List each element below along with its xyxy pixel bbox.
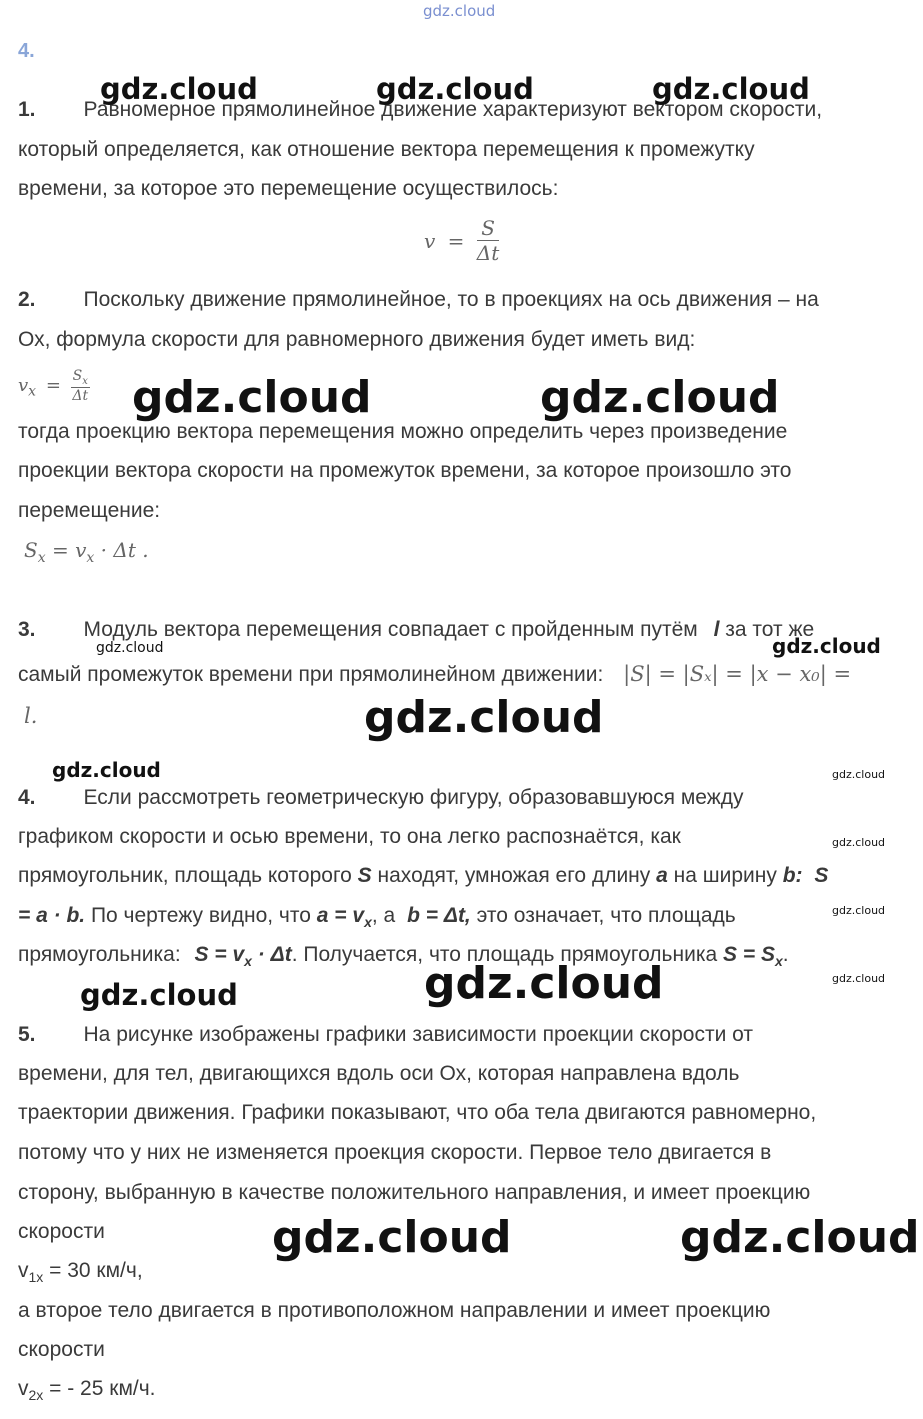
p4-l4c: a = v xyxy=(316,904,365,927)
watermark: gdz.cloud xyxy=(832,904,886,917)
watermark: gdz.cloud xyxy=(772,634,881,658)
p1-line2: который определяется, как отношение вектора перемещения к промежутку xyxy=(18,138,755,161)
formula-v: v xyxy=(424,228,436,253)
p2-line3: тогда проекцию вектора перемещения можно определить через произведение xyxy=(18,420,788,443)
p4-l5a: прямоугольника: xyxy=(18,943,181,966)
p5-line3: траектории движения. Графики показывают, что оба тела двигаются равномерно, xyxy=(18,1101,817,1124)
f1-sub: x xyxy=(28,383,37,400)
p4-l3e: на ширину xyxy=(673,864,777,887)
p2-line1 xyxy=(18,286,819,314)
p3-number: 3. xyxy=(18,618,36,641)
p4-line3 xyxy=(18,862,828,890)
watermark: gdz.cloud xyxy=(540,372,780,423)
watermark: gdz.cloud xyxy=(832,836,886,849)
p4-l5f: . xyxy=(782,943,789,966)
p4-line5 xyxy=(18,941,789,975)
f1-v: v xyxy=(18,374,29,396)
p4-l4a: = a · b. xyxy=(18,904,86,927)
site-header-link[interactable]: gdz.cloud xyxy=(423,2,496,20)
watermark: gdz.cloud xyxy=(832,972,886,985)
p5-line7: а второе тело двигается в противоположном направлении и имеет проекцию xyxy=(18,1299,771,1322)
p4-l3d: a xyxy=(656,864,668,887)
f1-num-sub: x xyxy=(82,375,88,387)
p5-line2: времени, для тел, двигающихся вдоль оси Ох, которая направлена вдоль xyxy=(18,1062,740,1085)
f2-sub: x xyxy=(37,550,46,566)
p3-text1-end: за тот же xyxy=(725,618,815,641)
watermark: gdz.cloud xyxy=(96,640,164,656)
formula-num: S xyxy=(477,216,499,241)
p5-v2 xyxy=(18,1375,156,1409)
p4-l4f: это означает, что площадь xyxy=(476,904,736,927)
p5-line6: скорости xyxy=(18,1220,105,1243)
p5-line1 xyxy=(18,1021,753,1049)
p3-line3: l. xyxy=(24,704,38,728)
p5-v1-sub: 1x xyxy=(28,1269,44,1286)
p4-l4e: b = Δt, xyxy=(407,904,471,927)
p4-l5c: · Δt xyxy=(257,943,292,966)
p5-v1-symbol: v xyxy=(18,1259,29,1282)
p1-formula xyxy=(424,216,499,265)
f1-eq: = xyxy=(45,374,61,396)
p4-l3c: находят, умножая его длину xyxy=(377,864,651,887)
p3-var-l: l xyxy=(713,618,720,641)
watermark: gdz.cloud xyxy=(80,978,238,1012)
f2-s: S xyxy=(24,538,38,562)
p3-text2: самый промежуток времени при прямолинейном движении: xyxy=(18,663,604,686)
p3-line2 xyxy=(18,660,851,689)
p1-number: 1. xyxy=(18,98,36,121)
p4-text1: Если рассмотреть геометрическую фигуру, образовавшуюся между xyxy=(83,786,744,809)
p2-formula1 xyxy=(18,368,90,404)
p4-l5e: S = S xyxy=(723,943,775,966)
formula-den: Δt xyxy=(476,241,500,265)
p4-l5b: S = v xyxy=(194,943,245,966)
p5-number: 5. xyxy=(18,1023,36,1046)
f2-sub2: x xyxy=(86,550,95,566)
p4-l5b-sub: x xyxy=(244,953,252,970)
f2-end: · Δt . xyxy=(94,538,149,562)
p4-l4c-sub: x xyxy=(364,914,372,931)
watermark: gdz.cloud xyxy=(424,958,664,1009)
p5-text1: На рисунке изображены графики зависимости проекции скорости от xyxy=(83,1023,753,1046)
section-number: 4. xyxy=(18,40,35,62)
watermark: gdz.cloud xyxy=(364,692,604,743)
watermark: gdz.cloud xyxy=(832,768,886,781)
p5-v2-value: = - 25 км/ч. xyxy=(43,1377,156,1400)
p5-line4: потому что у них не изменяется проекция скорости. Первое тело двигается в xyxy=(18,1141,772,1164)
p2-line5: перемещение: xyxy=(18,499,161,522)
p5-v1 xyxy=(18,1257,143,1291)
watermark: gdz.cloud xyxy=(132,372,372,423)
watermark: gdz.cloud xyxy=(680,1212,920,1263)
f1-den: Δt xyxy=(72,387,89,404)
p4-number: 4. xyxy=(18,786,36,809)
f1-num: S xyxy=(72,368,83,384)
p2-text1: Поскольку движение прямолинейное, то в проекциях на ось движения – на xyxy=(83,288,819,311)
p2-line4: проекции вектора скорости на промежуток времени, за которое произошло это xyxy=(18,459,792,482)
watermark: gdz.cloud xyxy=(272,1212,512,1263)
p2-line2: Ох, формула скорости для равномерного движения будет иметь вид: xyxy=(18,328,696,351)
p2-formula2 xyxy=(24,538,149,566)
p5-v2-sub: 2x xyxy=(28,1387,44,1404)
p4-l3a: прямоугольник, площадь которого xyxy=(18,864,352,887)
p1-line3: времени, за которое это перемещение осуществилось: xyxy=(18,177,559,200)
p1-text1: Равномерное прямолинейное движение характеризуют вектором скорости, xyxy=(83,98,823,121)
p5-line5: сторону, выбранную в качестве положительного направления, и имеет проекцию xyxy=(18,1181,811,1204)
p3-text1: Модуль вектора перемещения совпадает с пройденным путём xyxy=(83,618,698,641)
p4-l3g: S xyxy=(814,864,829,887)
p4-line2: графиком скорости и осью времени, то она легко распознаётся, как xyxy=(18,825,681,848)
p4-l5d: . Получается, что площадь прямоугольника xyxy=(291,943,718,966)
p4-l3b: S xyxy=(357,864,372,887)
p3-formula: |S| = |Sₓ| = |x − x₀| = xyxy=(623,662,852,686)
p4-line1 xyxy=(18,784,744,812)
p4-l5e-sub: x xyxy=(774,953,783,970)
watermark: gdz.cloud xyxy=(376,72,534,106)
p5-v2-symbol: v xyxy=(18,1377,29,1400)
f2-rest: = v xyxy=(45,538,87,562)
p5-line8: скорости xyxy=(18,1338,105,1361)
watermark: gdz.cloud xyxy=(100,72,258,106)
p4-l4d: , а xyxy=(371,904,396,927)
p4-l3f: b: xyxy=(782,864,803,887)
p4-l4b: По чертежу видно, что xyxy=(90,904,311,927)
p2-number: 2. xyxy=(18,288,36,311)
formula-eq: = xyxy=(447,228,465,253)
p4-line4 xyxy=(18,902,736,936)
p5-v1-value: = 30 км/ч, xyxy=(43,1259,143,1282)
watermark: gdz.cloud xyxy=(652,72,810,106)
watermark: gdz.cloud xyxy=(52,758,161,782)
